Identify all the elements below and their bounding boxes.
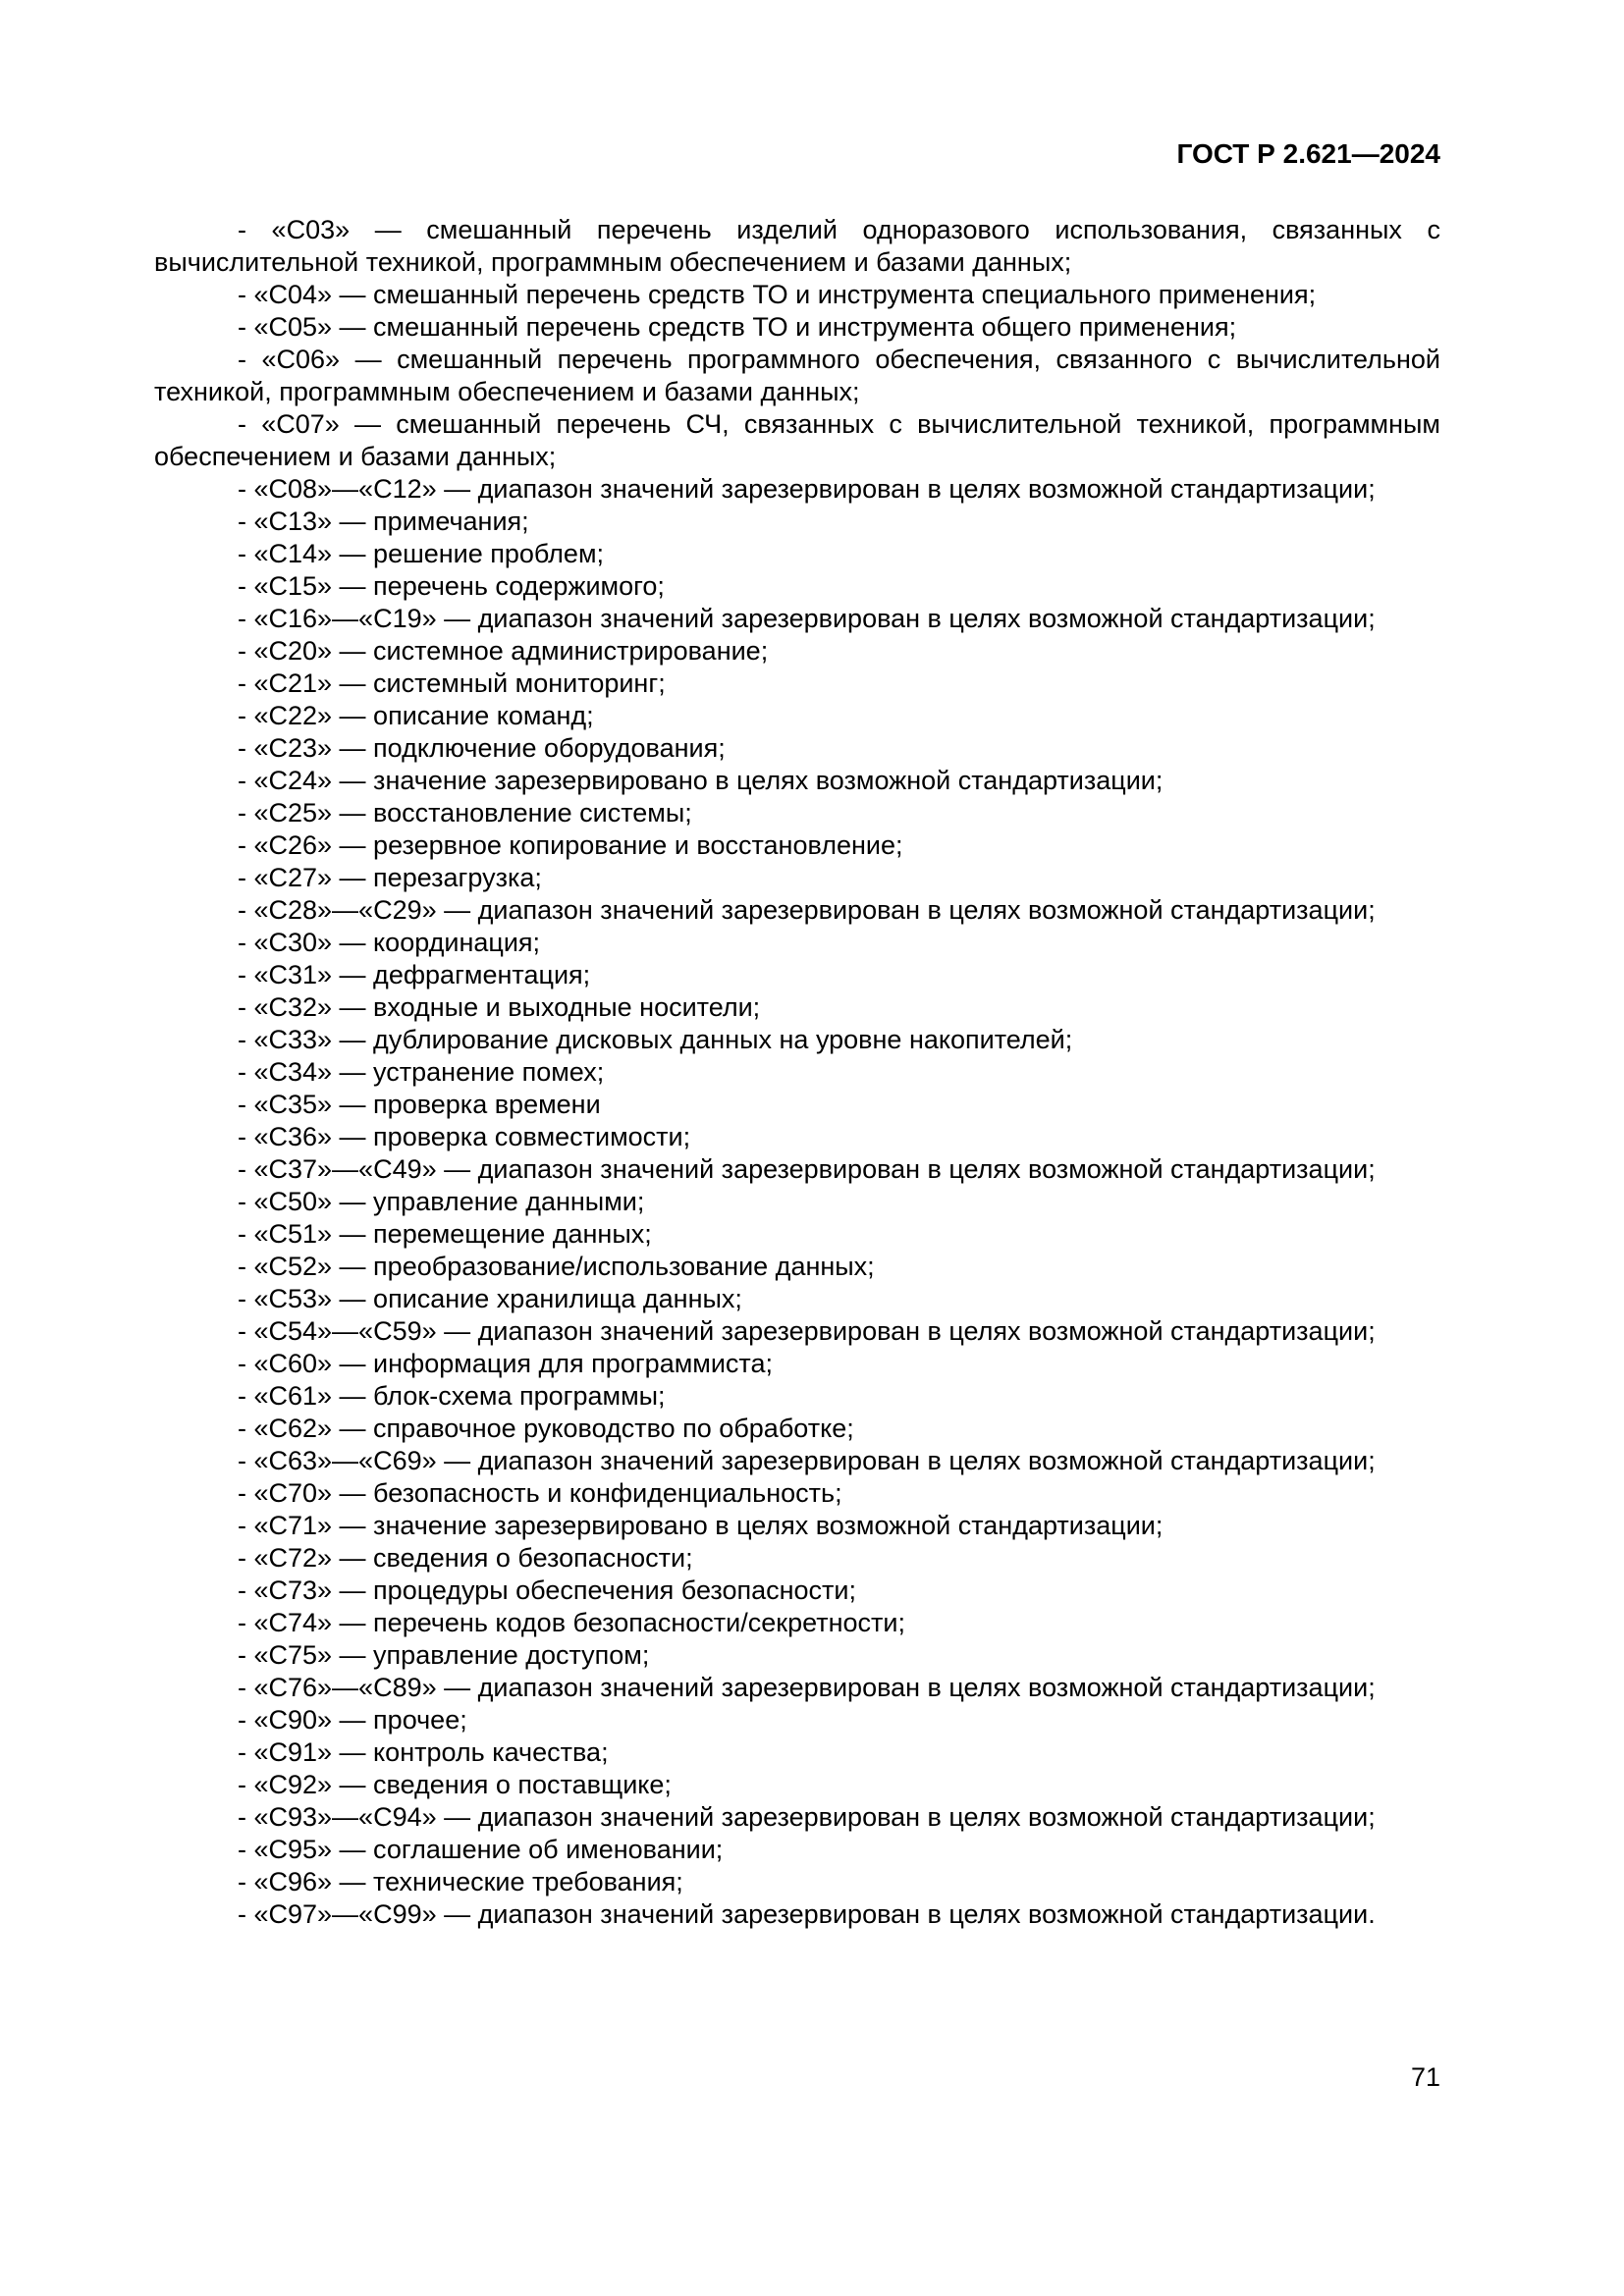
list-item: - «С31» — дефрагментация; bbox=[238, 960, 591, 989]
list-item: - «С97»—«С99» — диапазон значений зарезервирован в целях возможной стандартизации. bbox=[238, 1899, 1376, 1929]
document-header: ГОСТ Р 2.621—2024 bbox=[1176, 138, 1440, 169]
list-item: - «С53» — описание хранилища данных; bbox=[238, 1284, 742, 1313]
list-item: - «С03» — смешанный перечень изделий одноразового использования, связанных с вычислительной техникой, программным обеспечением и базами данных; bbox=[154, 215, 1440, 277]
list-item: - «С23» — подключение оборудования; bbox=[238, 733, 726, 763]
list-item: - «С25» — восстановление системы; bbox=[238, 798, 692, 828]
list-item: - «С05» — смешанный перечень средств ТО и инструмента общего применения; bbox=[238, 312, 1237, 342]
list-item: - «С33» — дублирование дисковых данных на уровне накопителей; bbox=[238, 1025, 1073, 1054]
list-item: - «С36» — проверка совместимости; bbox=[238, 1122, 691, 1151]
list-item: - «С14» — решение проблем; bbox=[238, 539, 605, 568]
list-item: - «С96» — технические требования; bbox=[238, 1867, 683, 1896]
list-item: - «С22» — описание команд; bbox=[238, 701, 594, 730]
list-item: - «С34» — устранение помех; bbox=[238, 1057, 605, 1087]
list-item: - «С54»—«С59» — диапазон значений зарезервирован в целях возможной стандартизации; bbox=[238, 1316, 1376, 1346]
list-item: - «С73» — процедуры обеспечения безопасности; bbox=[238, 1575, 856, 1605]
list-item: - «С91» — контроль качества; bbox=[238, 1737, 609, 1767]
list-item: - «С92» — сведения о поставщике; bbox=[238, 1770, 672, 1799]
list-item: - «С15» — перечень содержимого; bbox=[238, 571, 665, 601]
list-item: - «С72» — сведения о безопасности; bbox=[238, 1543, 693, 1573]
page-content bbox=[154, 137, 1440, 1931]
list-item: - «С95» — соглашение об именовании; bbox=[238, 1835, 724, 1864]
list-item: - «С60» — информация для программиста; bbox=[238, 1349, 773, 1378]
list-item: - «С70» — безопасность и конфиденциальность; bbox=[238, 1478, 842, 1508]
list-item: - «С74» — перечень кодов безопасности/секретности; bbox=[238, 1608, 905, 1637]
list-item: - «С75» — управление доступом; bbox=[238, 1640, 650, 1670]
list-item: - «С93»—«С94» — диапазон значений зарезервирован в целях возможной стандартизации; bbox=[238, 1802, 1376, 1832]
list-item: - «С24» — значение зарезервировано в целях возможной стандартизации; bbox=[238, 766, 1164, 795]
list-item: - «С07» — смешанный перечень СЧ, связанных с вычислительной техникой, программным обеспечением и базами данных; bbox=[154, 409, 1440, 471]
list-item: - «С28»—«С29» — диапазон значений зарезервирован в целях возможной стандартизации; bbox=[238, 895, 1376, 925]
list-item: - «С08»—«С12» — диапазон значений зарезервирован в целях возможной стандартизации; bbox=[238, 474, 1376, 504]
list-item: - «С16»—«С19» — диапазон значений зарезервирован в целях возможной стандартизации; bbox=[238, 604, 1376, 633]
list-item: - «С26» — резервное копирование и восстановление; bbox=[238, 830, 903, 860]
list-item: - «С76»—«С89» — диапазон значений зарезервирован в целях возможной стандартизации; bbox=[238, 1673, 1376, 1702]
list-item: - «С13» — примечания; bbox=[238, 507, 529, 536]
list-item: - «С63»—«С69» — диапазон значений зарезервирован в целях возможной стандартизации; bbox=[238, 1446, 1376, 1475]
list-item: - «С52» — преобразование/использование данных; bbox=[238, 1252, 875, 1281]
code-list bbox=[154, 214, 1440, 1931]
list-item: - «С21» — системный мониторинг; bbox=[238, 668, 666, 698]
list-item: - «С32» — входные и выходные носители; bbox=[238, 992, 761, 1022]
list-item: - «С51» — перемещение данных; bbox=[238, 1219, 652, 1249]
page-number: 71 bbox=[1410, 2062, 1440, 2092]
list-item: - «С71» — значение зарезервировано в целях возможной стандартизации; bbox=[238, 1511, 1164, 1540]
list-item: - «С62» — справочное руководство по обработке; bbox=[238, 1414, 854, 1443]
list-item: - «С04» — смешанный перечень средств ТО и инструмента специального применения; bbox=[238, 280, 1317, 309]
list-item: - «С06» — смешанный перечень программного обеспечения, связанного с вычислительной техникой, программным обеспечением и базами данных; bbox=[154, 345, 1440, 406]
list-item: - «С50» — управление данными; bbox=[238, 1187, 645, 1216]
list-item: - «С61» — блок-схема программы; bbox=[238, 1381, 666, 1411]
list-item: - «С35» — проверка времени bbox=[238, 1090, 601, 1119]
list-item: - «С30» — координация; bbox=[238, 928, 541, 957]
list-item: - «С37»—«С49» — диапазон значений зарезервирован в целях возможной стандартизации; bbox=[238, 1154, 1376, 1184]
list-item: - «С27» — перезагрузка; bbox=[238, 863, 542, 892]
list-item: - «С90» — прочее; bbox=[238, 1705, 467, 1735]
list-item: - «С20» — системное администрирование; bbox=[238, 636, 769, 666]
